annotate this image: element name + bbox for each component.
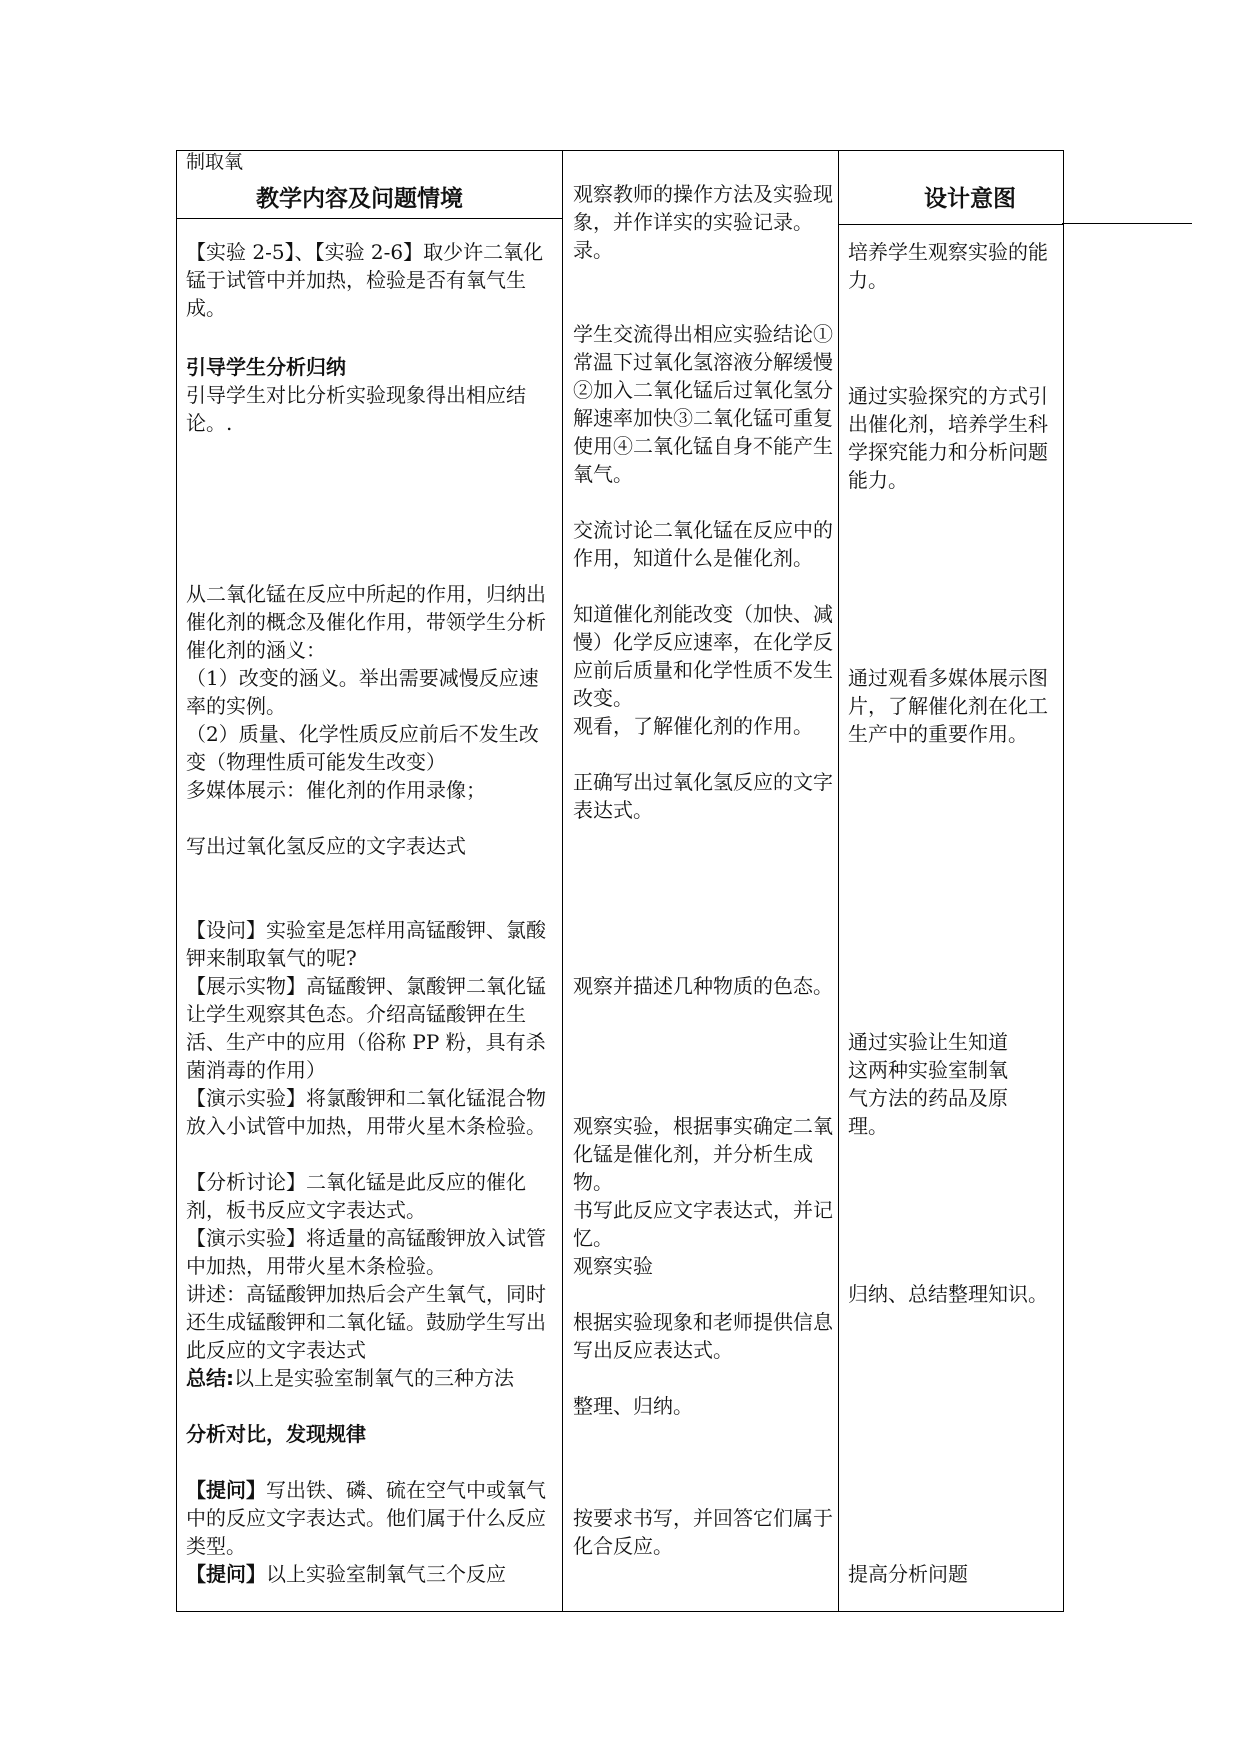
organize: 整理、归纳。 [573,1394,693,1418]
student-conclusion: 学生交流得出相应实验结论①常温下过氧化氢溶液分解缓慢②加入二氧化锰后过氧化氢分解速率加快③二氧化锰可重复使用④二氧化锰自身不能产生氧气。 [573,322,833,486]
question-1: 【设问】实验室是怎样用高锰酸钾、氯酸钾来制取氧气的呢? [186,918,546,970]
catalyst-point-2: （2）质量、化学性质反应前后不发生改变（物理性质可能发生改变） [186,722,539,774]
header-design-intent: 设计意图 [924,186,1016,212]
compare-heading: 分析对比，发现规律 [186,1422,366,1446]
catalyst-concept-text: 从二氧化锰在反应中所起的作用，归纳出催化剂的概念及催化作用，带领学生分析催化剂的涵义： [186,582,546,662]
header-rule-right [838,224,1063,225]
summary-text: 总结:以上是实验室制氧气的三种方法 [186,1366,514,1390]
answer-combination: 按要求书写，并回答它们属于化合反应。 [573,1506,833,1558]
column-divider [838,151,839,1611]
explanation-text: 讲述：高锰酸钾加热后会产生氧气，同时还生成锰酸钾和二氧化锰。鼓励学生写出此反应的文字表达式 [186,1282,546,1362]
header-rule-overflow [1062,223,1192,224]
observe-color: 观察并描述几种物质的色态。 [573,974,833,998]
guide-heading: 引导学生分析归纳 [186,355,346,379]
experiment-2-5-text: 【实验 2-5】、【实验 2-6】取少许二氧化锰于试管中并加热，检验是否有氧气生成。 [186,240,544,320]
header-teaching-content: 教学内容及问题情境 [256,186,463,212]
demo-experiment-1: 【演示实验】将氯酸钾和二氧化锰混合物放入小试管中加热，用带火星木条检验。 [186,1086,546,1138]
header-rule-left [177,218,562,219]
intent-inquiry: 通过实验探究的方式引出催化剂，培养学生科学探究能力和分析问题能力。 [848,384,1048,492]
watch-video: 观看，了解催化剂的作用。 [573,714,813,738]
write-h2o2: 正确写出过氧化氢反应的文字表达式。 [573,770,833,822]
write-from-info: 根据实验现象和老师提供信息写出反应表达式。 [573,1310,833,1362]
intent-observe-ability: 培养学生观察实验的能力。 [848,240,1048,292]
question-3: 【提问】以上实验室制氧气三个反应 [186,1562,506,1586]
observe-experiment-2: 观察实验 [573,1254,653,1278]
demo-experiment-2: 【演示实验】将适量的高锰酸钾放入试管中加热，用带火星木条检验。 [186,1226,546,1278]
intent-multimedia: 通过观看多媒体展示图片，了解催化剂在化工生产中的重要作用。 [848,666,1048,746]
intent-two-methods: 通过实验让生知道这两种实验室制氧气方法的药品及原理。 [848,1030,1008,1138]
analysis-discussion: 【分析讨论】二氧化锰是此反应的催化剂，板书反应文字表达式。 [186,1170,526,1222]
write-formula: 书写此反应文字表达式，并记忆。 [573,1198,833,1250]
intent-improve: 提高分析问题 [848,1562,968,1586]
column-divider [562,151,563,1611]
guide-text: 引导学生对比分析实验现象得出相应结论。. [186,383,526,435]
question-2: 【提问】写出铁、磷、硫在空气中或氧气中的反应文字表达式。他们属于什么反应类型。 [186,1478,546,1558]
write-h2o2-expression: 写出过氧化氢反应的文字表达式 [186,834,466,858]
discuss-catalyst: 交流讨论二氧化锰在反应中的作用，知道什么是催化剂。 [573,518,833,570]
multimedia-note: 多媒体展示：催化剂的作用录像； [186,778,486,802]
observe-experiment: 观察实验，根据事实确定二氧化锰是催化剂，并分析生成物。 [573,1114,833,1194]
know-catalyst: 知道催化剂能改变（加快、减慢）化学反应速率，在化学反应前后质量和化学性质不发生改变。 [573,602,833,710]
intent-summarize: 归纳、总结整理知识。 [848,1282,1048,1306]
show-materials: 【展示实物】高锰酸钾、氯酸钾二氧化锰让学生观察其色态。介绍高锰酸钾在生活、生产中的应用（俗称 PP 粉，具有杀菌消毒的作用） [186,974,546,1082]
record-continuation: 录。 [573,238,613,262]
header-observe-record: 观察教师的操作方法及实验现象，并作详实的实验记录。 [573,182,833,234]
lesson-title-fragment: 制取氧 [186,151,244,173]
catalyst-point-1: （1）改变的涵义。举出需要减慢反应速率的实例。 [186,666,539,718]
